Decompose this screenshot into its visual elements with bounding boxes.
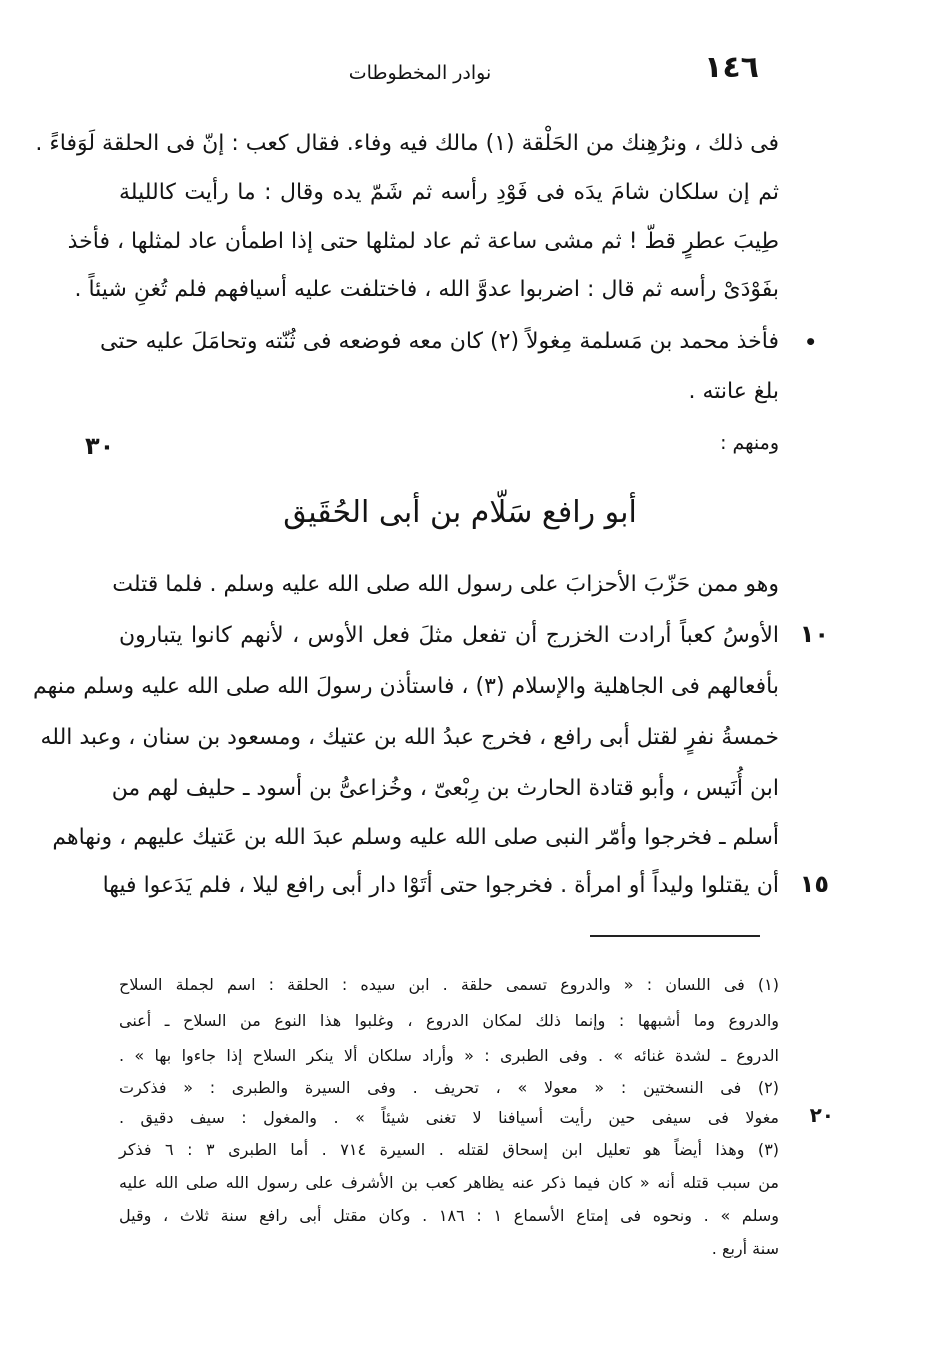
section-line: أن يقتلوا وليداً أو امرأة . فخرجوا حتى أتَوْا دار أبى رافع ليلا ، فلم يَدَعوا فيها [102, 873, 779, 898]
small-heading: ومنهم : [720, 432, 779, 454]
footnote-line: سنة أربع . [711, 1239, 779, 1258]
footnote-line: (١) فى اللسان : « والدروع تسمى حلقة . ابن سيده : الحلقة : اسم لجملة السلاح [119, 975, 779, 994]
footnote-separator [590, 935, 760, 937]
section-line: أسلم ـ فخرجوا وأمّر النبى صلى الله عليه وسلم عبدَ الله بن عَتيك عليهم ، ونهاهم [52, 825, 779, 850]
line-number-10: ١٠ [799, 620, 829, 648]
footnote-line: مغولا فى سيفى حين رأيت أسيافنا لا تغنى شيئاً » . والمغول : سيف دقيق . [119, 1108, 779, 1127]
body-line: بلغ عانته . [688, 379, 779, 404]
footnote-line: من سبب قتله أنه « كان فيما ذكر عنه يظاهر كعب بن الأشرف على رسول الله صلى الله عليه [119, 1173, 779, 1192]
footnote-line: (٣) وهذا أيضاً هو تعليل ابن إسحاق لقتله . السيرة ٧١٤ . أما الطبرى ٣ : ٦ فذكر [119, 1140, 780, 1159]
section-line: ابن أُنَيس ، وأبو قتادة الحارث بن رِبْعىّ ، وخُزاعىُّ بن أسود ـ حليف لهم من [111, 776, 779, 801]
running-title: نوادر المخطوطات [348, 62, 492, 84]
body-line: فأخذ محمد بن مَسلمة مِغولاً (٢) كان معه فوضعه فى ثُنّته وتحامَلَ عليه حتى [100, 329, 779, 354]
margin-bullet: • [804, 330, 817, 354]
footnote-line: وسلم » . ونحوه فى إمتاع الأسماع ١ : ١٨٦ . وكان مقتل أبى رافع سنة ثلاث ، وقيل [119, 1206, 780, 1225]
section-line: بأفعالهم فى الجاهلية والإسلام (٣) ، فاستأذن رسولَ الله صلى الله عليه وسلم منهم [33, 674, 779, 699]
footnote-line: الدروع ـ لشدة غنائه » . وفى الطبرى : « وأراد سلكان ألا ينكر السلاح إذا جاءوا بها » . [119, 1046, 779, 1065]
section-title: أبو رافع سَلّام بن أبى الحُقَيق [283, 495, 637, 530]
footnote-line: والدروع وما أشبهها : وإنما ذلك لمكان الدروع ، وغلبوا هذا النوع من السلاح ـ أعنى [119, 1011, 779, 1030]
line-number-15: ١٥ [799, 870, 829, 898]
body-line: طِيبَ عطرٍ قطّ ! ثم مشى ساعة ثم عاد لمثلها حتى إذا اطمأن عاد لمثلها ، فأخذ [67, 229, 779, 254]
body-line: بفَوْدَىْ رأسه ثم قال : اضربوا عدوَّ الله ، فاختلفت عليه أسيافهم فلم تُغنِ شيئاً . [74, 277, 779, 302]
body-line: فى ذلك ، ونرُهِنك من الحَلْقة (١) مالك فيه وفاء. فقال كعب : إنّ فى الحلقة لَوَفاءً . [35, 131, 779, 156]
page-number: ١٤٦ [704, 50, 759, 85]
line-number-30: ٣٠ [85, 432, 115, 460]
section-line: خمسةُ نفرٍ لقتل أبى رافع ، فخرج عبدُ الله بن عتيك ، ومسعود بن سنان ، وعبد الله [40, 725, 779, 750]
body-line: ثم إن سلكان شامَ يدَه فى فَوْدِ رأسه ثم شَمّ يده وقال : ما رأيت كالليلة [119, 180, 779, 205]
footnote-line: (٢) فى النسختين : « معولا » ، تحريف . وفى السيرة والطبرى : « فذكرت [119, 1078, 779, 1097]
section-line: وهو ممن حَزّبَ الأحزابَ على رسول الله صلى الله عليه وسلم . فلما قتلت [112, 572, 779, 597]
section-line: الأوسُ كعباً أرادت الخزرج أن تفعل مثلَ فعل الأوس ، لأنهم كانوا يتبارون [119, 623, 779, 648]
line-number-20: ٢٠ [809, 1103, 834, 1127]
